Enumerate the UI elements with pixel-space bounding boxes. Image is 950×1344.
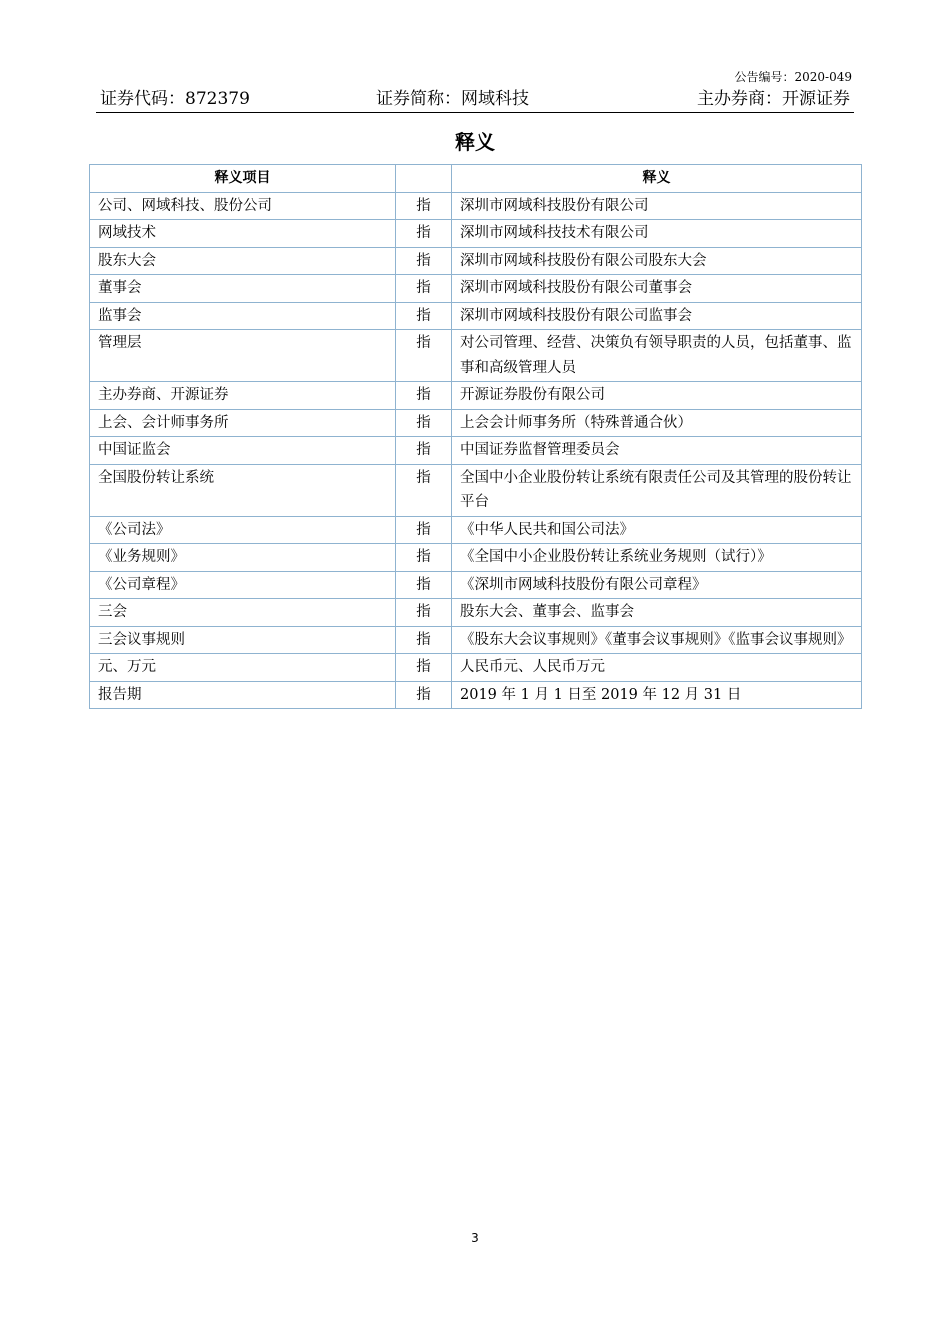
ref-cell: 指 — [396, 192, 452, 220]
term-cell: 《公司法》 — [90, 516, 396, 544]
table-body — [90, 192, 862, 709]
table-header-row — [90, 165, 862, 193]
term-cell: 公司、网域科技、股份公司 — [90, 192, 396, 220]
ref-cell: 指 — [396, 302, 452, 330]
table-row — [90, 626, 862, 654]
term-cell: 全国股份转让系统 — [90, 464, 396, 516]
securities-name: 证券简称：网域科技 — [376, 89, 529, 109]
ref-cell: 指 — [396, 220, 452, 248]
header-term: 释义项目 — [90, 165, 396, 193]
ref-cell: 指 — [396, 654, 452, 682]
definition-cell: 2019 年 1 月 1 日至 2019 年 12 月 31 日 — [452, 681, 862, 709]
definition-cell: 《全国中小企业股份转让系统业务规则（试行）》 — [452, 544, 862, 572]
definition-cell: 《股东大会议事规则》《董事会议事规则》《监事会议事规则》 — [452, 626, 862, 654]
definition-cell: 深圳市网域科技技术有限公司 — [452, 220, 862, 248]
table-row — [90, 247, 862, 275]
ref-cell: 指 — [396, 437, 452, 465]
term-cell: 上会、会计师事务所 — [90, 409, 396, 437]
term-cell: 中国证监会 — [90, 437, 396, 465]
page-number: 3 — [471, 1231, 479, 1245]
definition-cell: 中国证券监督管理委员会 — [452, 437, 862, 465]
table-row — [90, 681, 862, 709]
term-cell: 主办券商、开源证券 — [90, 382, 396, 410]
header-definition: 释义 — [452, 165, 862, 193]
definition-cell: 上会会计师事务所（特殊普通合伙） — [452, 409, 862, 437]
definition-cell: 《深圳市网域科技股份有限公司章程》 — [452, 571, 862, 599]
broker-name: 主办券商：开源证券 — [697, 89, 850, 109]
table-row — [90, 220, 862, 248]
ref-cell: 指 — [396, 330, 452, 382]
ref-cell: 指 — [396, 464, 452, 516]
ref-cell: 指 — [396, 599, 452, 627]
ref-cell: 指 — [396, 247, 452, 275]
table-row — [90, 275, 862, 303]
term-cell: 董事会 — [90, 275, 396, 303]
definitions-table — [89, 164, 862, 709]
page-header — [96, 88, 854, 113]
term-cell: 元、万元 — [90, 654, 396, 682]
definition-cell: 人民币元、人民币万元 — [452, 654, 862, 682]
ref-cell: 指 — [396, 382, 452, 410]
announcement-number: 公告编号：2020-049 — [734, 70, 852, 84]
definition-cell: 深圳市网域科技股份有限公司监事会 — [452, 302, 862, 330]
header-ref — [396, 165, 452, 193]
term-cell: 报告期 — [90, 681, 396, 709]
table-row — [90, 571, 862, 599]
term-cell: 网域技术 — [90, 220, 396, 248]
definition-cell: 《中华人民共和国公司法》 — [452, 516, 862, 544]
term-cell: 三会议事规则 — [90, 626, 396, 654]
ref-cell: 指 — [396, 571, 452, 599]
table-row — [90, 330, 862, 382]
table-row — [90, 302, 862, 330]
term-cell: 监事会 — [90, 302, 396, 330]
table-row — [90, 544, 862, 572]
table-row — [90, 599, 862, 627]
ref-cell: 指 — [396, 626, 452, 654]
ref-cell: 指 — [396, 681, 452, 709]
table-row — [90, 654, 862, 682]
term-cell: 《业务规则》 — [90, 544, 396, 572]
table-row — [90, 464, 862, 516]
term-cell: 《公司章程》 — [90, 571, 396, 599]
ref-cell: 指 — [396, 544, 452, 572]
ref-cell: 指 — [396, 275, 452, 303]
definition-cell: 深圳市网域科技股份有限公司 — [452, 192, 862, 220]
term-cell: 股东大会 — [90, 247, 396, 275]
term-cell: 管理层 — [90, 330, 396, 382]
table-row — [90, 382, 862, 410]
ref-cell: 指 — [396, 409, 452, 437]
page-title: 释义 — [455, 130, 495, 154]
ref-cell: 指 — [396, 516, 452, 544]
definition-cell: 对公司管理、经营、决策负有领导职责的人员，包括董事、监事和高级管理人员 — [452, 330, 862, 382]
definition-cell: 全国中小企业股份转让系统有限责任公司及其管理的股份转让平台 — [452, 464, 862, 516]
definition-cell: 深圳市网域科技股份有限公司董事会 — [452, 275, 862, 303]
definition-cell: 股东大会、董事会、监事会 — [452, 599, 862, 627]
table-row — [90, 437, 862, 465]
table-row — [90, 192, 862, 220]
definition-cell: 深圳市网域科技股份有限公司股东大会 — [452, 247, 862, 275]
term-cell: 三会 — [90, 599, 396, 627]
table-row — [90, 409, 862, 437]
definition-cell: 开源证券股份有限公司 — [452, 382, 862, 410]
securities-code: 证券代码：872379 — [100, 89, 250, 109]
table-row — [90, 516, 862, 544]
